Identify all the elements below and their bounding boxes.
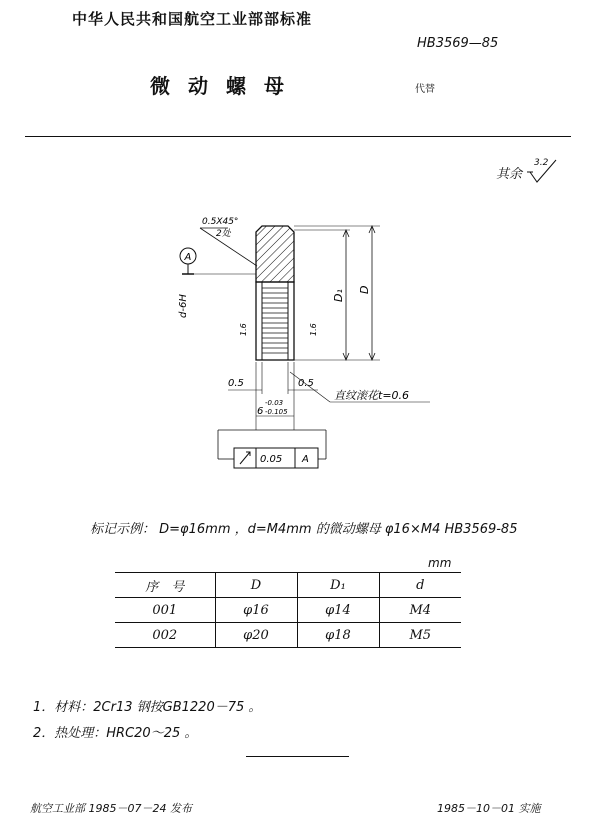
runout-icon (240, 452, 250, 464)
d1-label: D₁ (332, 289, 345, 302)
knurl-lines (262, 288, 288, 353)
chamfer-count: 2处 (216, 229, 231, 239)
header-seq: 序 号 (145, 579, 185, 595)
d-label: D (358, 285, 371, 294)
header-d-outer: D (215, 573, 297, 598)
note-heat-treatment: 2．热处理：HRC20～25 。 (33, 726, 198, 741)
cell-seq: 001 (152, 602, 178, 618)
cell-seq: 002 (152, 627, 178, 643)
cell-d1: φ18 (297, 623, 379, 648)
runout-datum: A (302, 454, 309, 465)
datum-label: A (184, 252, 192, 263)
header-d1: D₁ (297, 573, 379, 598)
cell-thread: M4 (379, 598, 461, 623)
thread-label: d-6H (178, 294, 189, 318)
footer-effective: 1985－10－01 实施 (437, 802, 541, 815)
nut-body-upper (256, 226, 294, 282)
table-row (115, 598, 461, 623)
table-header-row (115, 573, 461, 598)
table-row (115, 623, 461, 648)
ra-right: 1.6 (309, 323, 318, 336)
standard-number: HB3569—85 (417, 36, 499, 51)
footer-issued: 航空工业部 1985－07－24 发布 (30, 802, 192, 815)
width-tol-lower: -0.105 (265, 408, 288, 416)
table-unit: mm (428, 556, 452, 570)
cell-thread: M5 (379, 623, 461, 648)
chamfer-label: 0.5X45° (202, 217, 239, 227)
end-rule (246, 756, 349, 757)
replaces-label: 代替 (415, 84, 435, 95)
marking-example: 标记示例： D=φ16mm ，d=M4mm 的微动螺母 φ16×M4 HB3569-85 (90, 522, 518, 537)
document-header: 中华人民共和国航空工业部部标准 (72, 10, 313, 28)
spec-table (115, 572, 461, 648)
cell-d1: φ14 (297, 598, 379, 623)
header-d-thread: d (379, 573, 461, 598)
cell-d: φ16 (215, 598, 297, 623)
dim-right: 0.5 (298, 378, 314, 389)
roughness-label: 其余 (496, 167, 523, 182)
width-nominal: 6 (257, 406, 264, 417)
roughness-value: 3.2 (534, 158, 549, 168)
note-material: 1．材料：2Cr13 钢按GB1220－75 。 (33, 700, 262, 715)
dim-left: 0.5 (228, 378, 244, 389)
knurl-note: 直纹滚花t=0.6 (334, 389, 410, 402)
roughness-symbol (530, 160, 556, 182)
ra-left: 1.6 (239, 323, 248, 336)
cell-d: φ20 (215, 623, 297, 648)
width-tol-upper: -0.03 (265, 399, 284, 407)
runout-value: 0.05 (260, 454, 283, 465)
document-title: 微动螺母 (150, 74, 302, 98)
